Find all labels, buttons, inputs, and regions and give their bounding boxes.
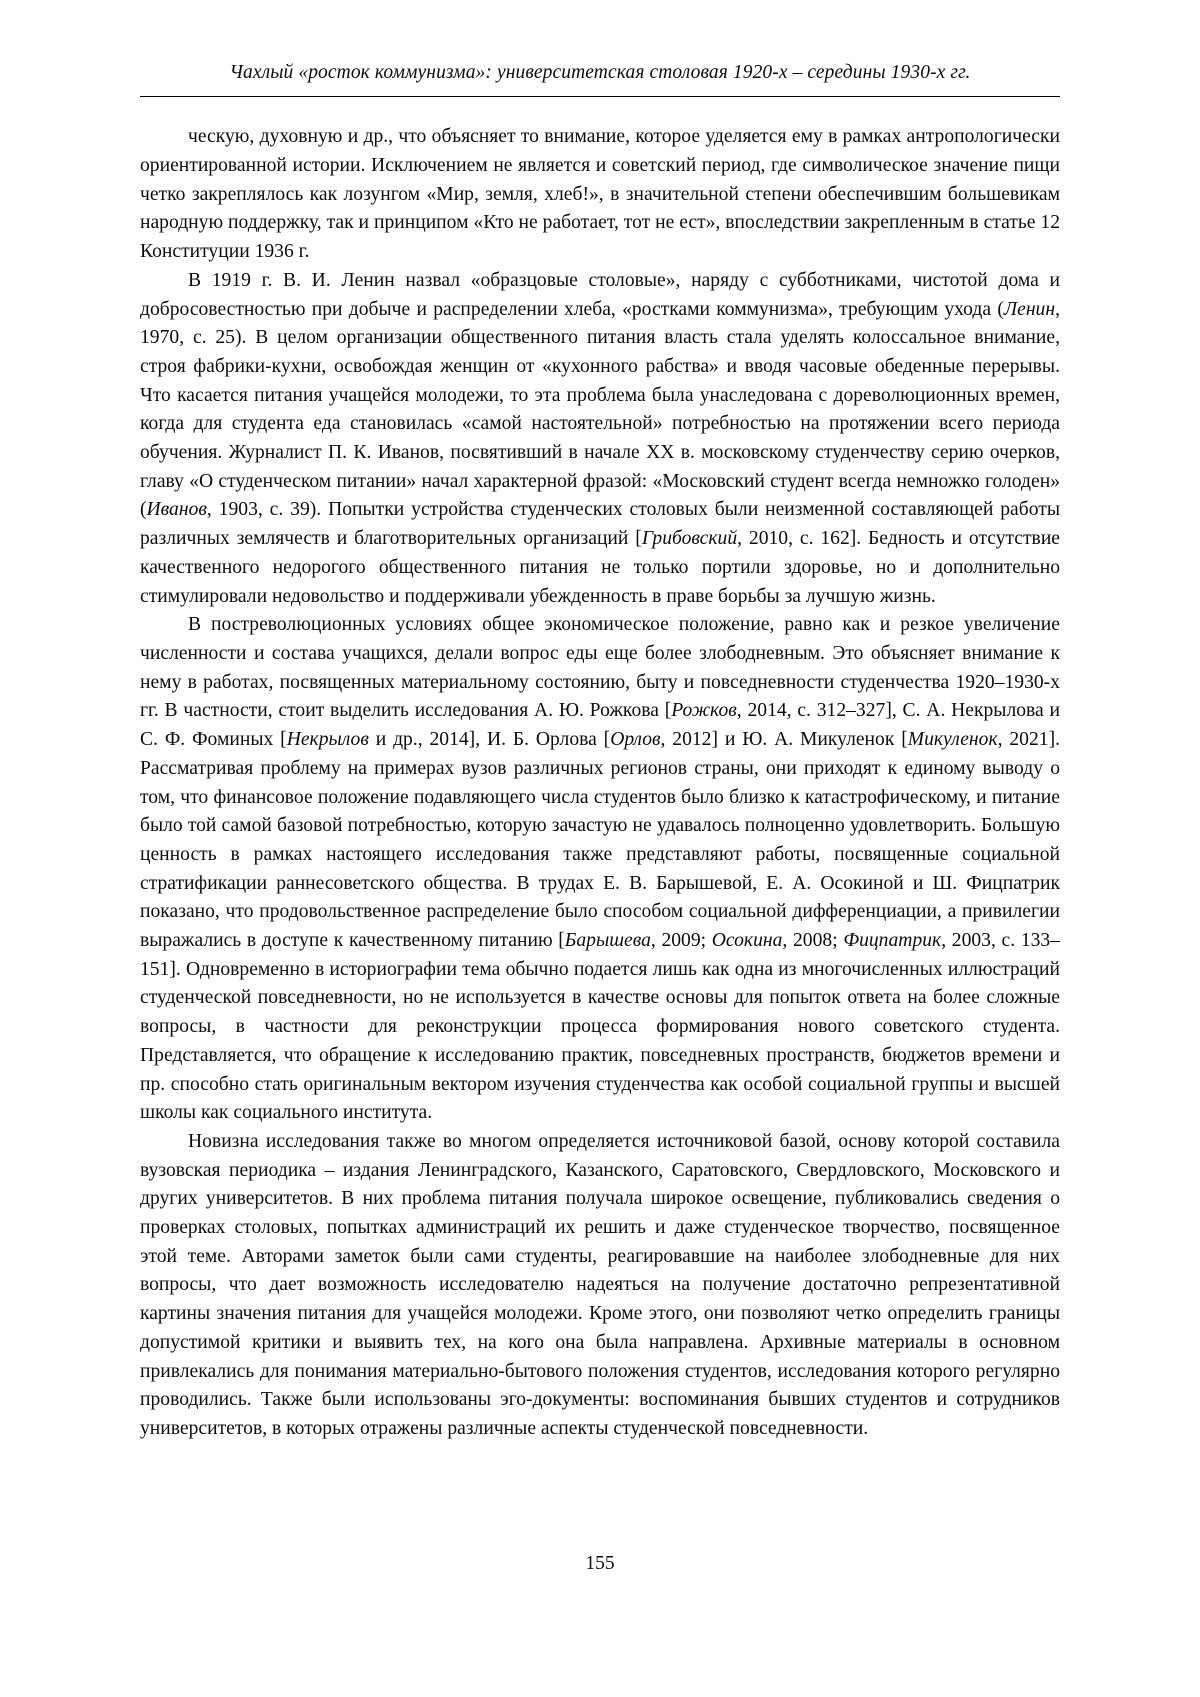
citation-name: Грибовский — [641, 528, 738, 550]
citation-name: Некрылов — [286, 729, 369, 751]
citation-name: Микуленок — [907, 729, 998, 751]
paragraph: В 1919 г. В. И. Ленин назвал «образцовые столовые», наряду с субботниками, чистотой дома и добросовестностью при добыче и распределении хлеба, «ростками коммунизма», требующим ухода (Ленин, 1970, с. 25). В целом организации общественного питания власть стала уделять колоссальное внимание, строя фабрики-кухни, освобождая женщин от «кухонного рабства» и вводя часовые обеденные перерывы. Что касается питания учащейся молодежи, то эта проблема была унаследована с дореволюционных времен, когда для студента еда становилась «самой настоятельной» потребностью на протяжении всего периода обучения. Журналист П. К. Иванов, посвятивший в начале XX в. московскому студенчеству серию очерков, главу «О студенческом питании» начал характерной фразой: «Московский студент всегда немножко голоден» (Иванов, 1903, с. 39). Попытки устройства студенческих столовых были неизменной составляющей работы различных землячеств и благотворительных организаций [Грибовский, 2010, с. 162]. Бедность и отсутствие качественного недорогого общественного питания не только портили здоровье, но и дополнительно стимулировали недовольство и поддерживали убежденность в праве борьбы за лучшую жизнь. — [140, 269, 1060, 607]
citation-name: Ленин — [1003, 298, 1056, 320]
citation-name: Орлов — [610, 729, 661, 751]
page-content — [140, 60, 1060, 1444]
citation-name: Рожков — [671, 700, 737, 722]
running-head: Чахлый «росток коммунизма»: университетская столовая 1920-х – середины 1930-х гг. — [229, 62, 971, 83]
body-text — [140, 123, 1060, 1443]
header-rule — [140, 96, 1060, 97]
paragraph: Новизна исследования также во многом определяется источниковой базой, основу которой составила вузовская периодика – издания Ленинградского, Казанского, Саратовского, Свердловского, Московского и других университетов. В них проблема питания получала широкое освещение, публиковались сведения о проверках столовых, попытках администраций их решить и даже студенческое творчество, посвященное этой теме. Авторами заметок были сами студенты, реагировавшие на наиболее злободневные для них вопросы, что дает возможность исследователю надеяться на получение достаточно репрезентативной картины значения питания для учащейся молодежи. Кроме этого, они позволяют четко определить границы допустимой критики и выявить тех, на кого она была направлена. Архивные материалы в основном привлекались для понимания материально-бытового положения студентов, исследования которого регулярно проводились. Также были использованы эго-документы: воспоминания бывших студентов и сотрудников университетов, в которых отражены различные аспекты студенческой повседневности. — [140, 1130, 1060, 1439]
citation-name: Барышева — [564, 930, 651, 952]
citation-name: Иванов — [146, 499, 207, 521]
citation-name: Фицпатрик — [843, 930, 942, 952]
paragraph: ческую, духовную и др., что объясняет то внимание, которое уделяется ему в рамках антропологически ориентированной истории. Исключением не является и советский период, где символическое значение пищи четко закреплялось как лозунгом «Мир, земля, хлеб!», в значительной степени обеспечившим большевикам народную поддержку, так и принципом «Кто не работает, тот не ест», впоследствии закрепленным в статье 12 Конституции 1936 г. — [140, 126, 1060, 263]
paragraph: В постреволюционных условиях общее экономическое положение, равно как и резкое увеличение численности и состава учащихся, делали вопрос еды еще более злободневным. Это объясняет внимание к нему в работах, посвященных материальному состоянию, быту и повседневности студенчества 1920–1930-х гг. В частности, стоит выделить исследования А. Ю. Рожкова [Рожков, 2014, с. 312–327], С. А. Некрылова и С. Ф. Фоминых [Некрылов и др., 2014], И. Б. Орлова [Орлов, 2012] и Ю. А. Микуленок [Микуленок, 2021]. Рассматривая проблему на примерах вузов различных регионов страны, они приходят к единому выводу о том, что финансовое положение подавляющего числа студентов было близко к катастрофическому, и питание было той самой базовой потребностью, которую зачастую не удавалось полноценно удовлетворить. Большую ценность в рамках настоящего исследования также представляют работы, посвященные социальной стратификации раннесоветского общества. В трудах Е. В. Барышевой, Е. А. Осокиной и Ш. Фицпатрик показано, что продовольственное распределение было способом социальной дифференциации, а привилегии выражались в доступе к качественному питанию [Барышева, 2009; Осокина, 2008; Фицпатрик, 2003, с. 133–151]. Одновременно в историографии тема обычно подается лишь как одна из многочисленных иллюстраций студенческой повседневности, но не используется в качестве основы для попыток ответа на более сложные вопросы, в частности для реконструкции процесса формирования нового советского студента. Представляется, что обращение к исследованию практик, повседневных пространств, бюджетов времени и пр. способно стать оригинальным вектором изучения студенчества как особой социальной группы и высшей школы как социального института. — [140, 614, 1061, 1124]
citation-name: Осокина — [711, 930, 783, 952]
page-number: 155 — [585, 1553, 615, 1574]
